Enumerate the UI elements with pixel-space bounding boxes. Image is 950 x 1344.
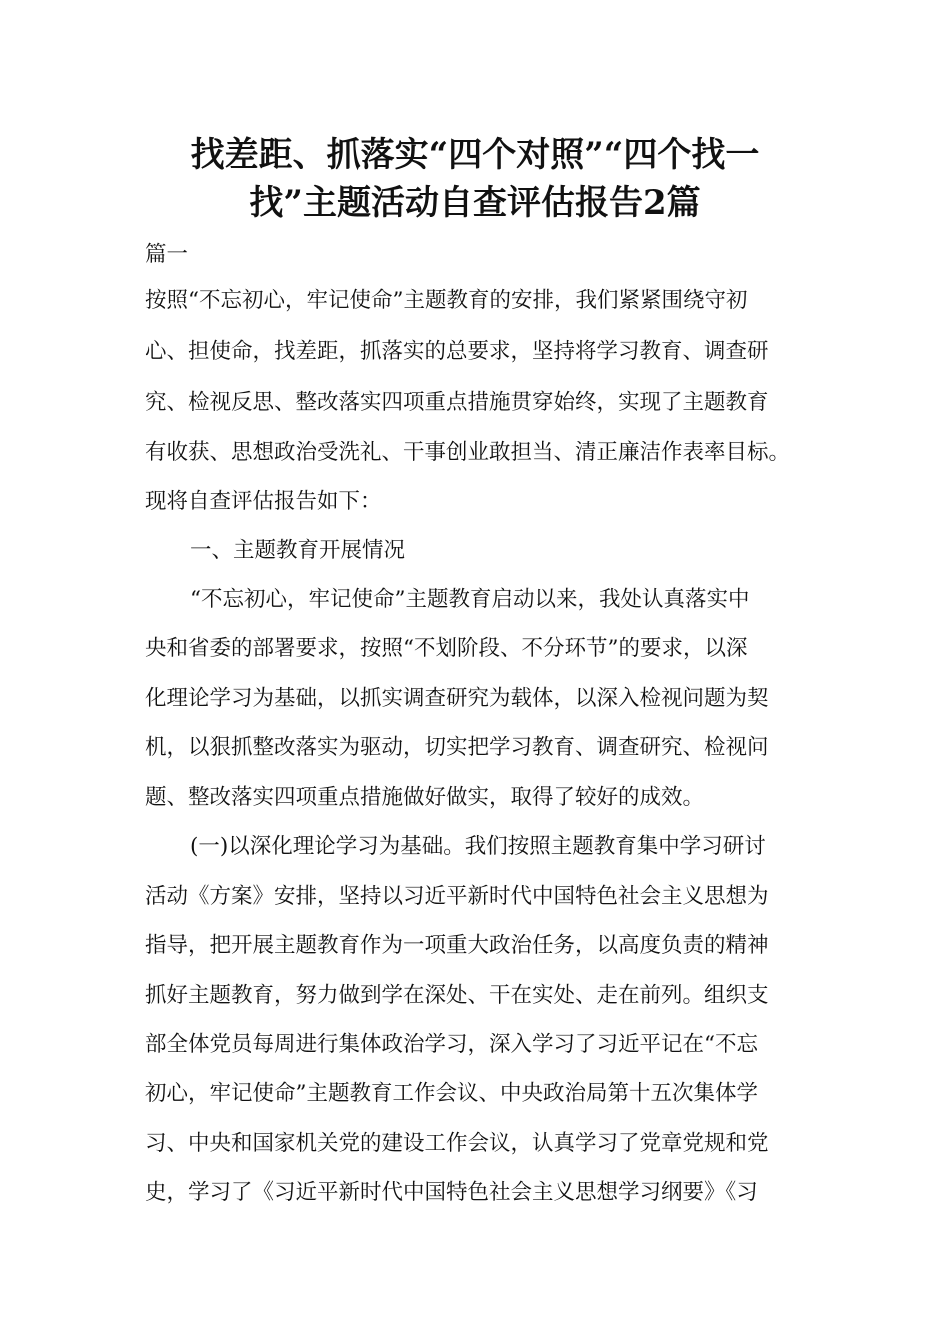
document-title-line-1: 找差距、抓落实“四个对照”“四个找一 (190, 135, 760, 175)
paragraph-line: 习、中央和国家机关党的建设工作会议，认真学习了党章党规和党 (145, 1131, 769, 1156)
section-heading: 一、主题教育开展情况 (190, 538, 406, 563)
paragraph-line: 有收获、思想政治受洗礼、干事创业敢担当、清正廉洁作表率目标。 (145, 440, 791, 465)
paragraph-line: (一)以深化理论学习为基础。我们按照主题教育集中学习研讨 (190, 834, 766, 859)
paragraph-line: 史，学习了《习近平新时代中国特色社会主义思想学习纲要》《习 (145, 1180, 758, 1205)
paragraph-line: 究、检视反思、整改落实四项重点措施贯穿始终，实现了主题教育 (145, 390, 769, 415)
paragraph-line: 央和省委的部署要求，按照“不划阶段、不分环节”的要求，以深 (145, 636, 748, 661)
paragraph-line: 题、整改落实四项重点措施做好做实，取得了较好的成效。 (145, 785, 705, 810)
paragraph-line: 部全体党员每周进行集体政治学习，深入学习了习近平记在“不忘 (145, 1032, 758, 1057)
paragraph-line: 抓好主题教育，努力做到学在深处、干在实处、走在前列。组织支 (145, 983, 769, 1008)
document-title-line-2: 找”主题活动自查评估报告2篇 (249, 183, 701, 223)
paragraph-line: 活动《方案》安排，坚持以习近平新时代中国特色社会主义思想为 (145, 884, 769, 909)
paragraph-line: 按照“不忘初心，牢记使命”主题教育的安排，我们紧紧围绕守初 (145, 288, 748, 313)
paragraph-line: 初心，牢记使命”主题教育工作会议、中央政治局第十五次集体学 (145, 1081, 758, 1106)
paragraph-line: 指导，把开展主题教育作为一项重大政治任务，以高度负责的精神 (145, 933, 769, 958)
paragraph-line: 现将自查评估报告如下： (145, 489, 382, 514)
paragraph-line: “不忘初心，牢记使命”主题教育启动以来，我处认真落实中 (190, 587, 750, 612)
section-label: 篇一 (145, 242, 189, 267)
paragraph-line: 机，以狠抓整改落实为驱动，切实把学习教育、调查研究、检视问 (145, 735, 769, 760)
paragraph-line: 心、担使命，找差距，抓落实的总要求，坚持将学习教育、调查研 (145, 339, 769, 364)
paragraph-line: 化理论学习为基础，以抓实调查研究为载体，以深入检视问题为契 (145, 686, 769, 711)
